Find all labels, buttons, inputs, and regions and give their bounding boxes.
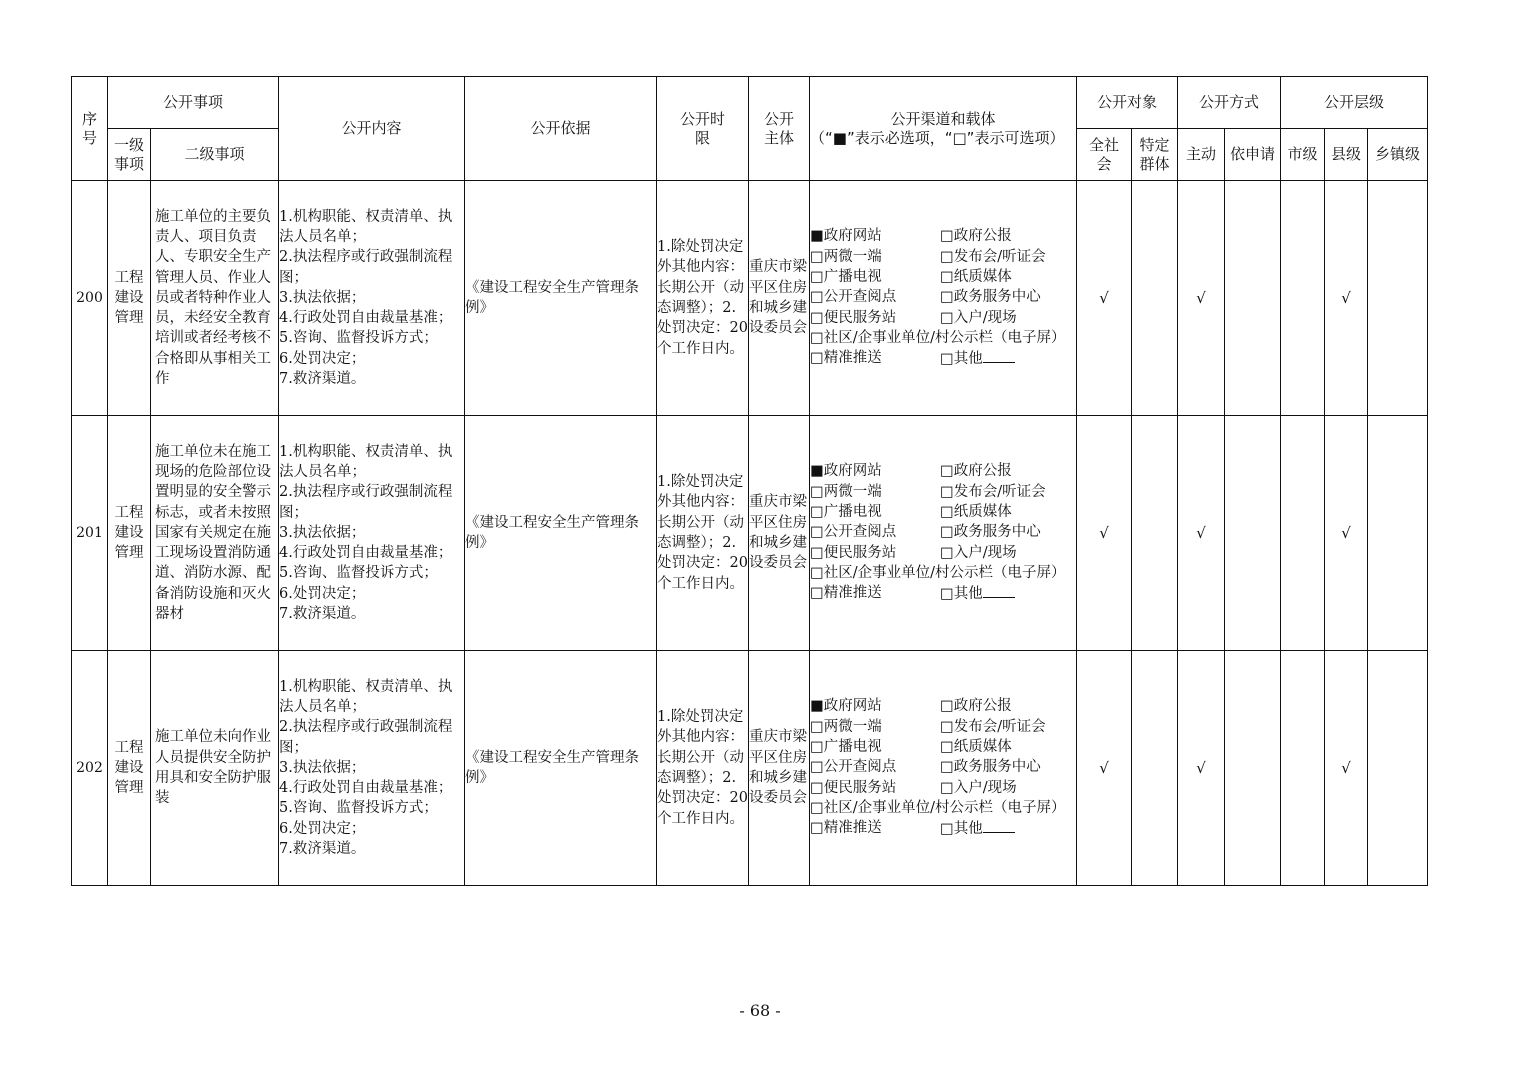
channel-option: □社区/企事业单位/村公示栏（电子屏） (810, 564, 1066, 581)
header-method-request: 依申请 (1225, 129, 1281, 181)
content-line: 7.救济渠道。 (279, 841, 366, 858)
row-level-city (1281, 181, 1325, 416)
channel-option: □社区/企事业单位/村公示栏（电子屏） (810, 329, 1066, 346)
channel-option: □广播电视 (810, 739, 882, 756)
channel-option: □广播电视 (810, 504, 882, 521)
content-line: 7.救济渠道。 (279, 371, 366, 388)
row-time-limit: 1.除处罚决定外其他内容：长期公开（动态调整）；2.处罚决定：20个工作日内。 (657, 181, 749, 416)
row-target-group (1132, 181, 1178, 416)
channel-option: □精准推送 (810, 350, 882, 367)
channel-other (940, 348, 1076, 369)
content-line: 4.行政处罚自由裁量基准； (279, 310, 453, 327)
row-level-county: √ (1325, 181, 1368, 416)
content-line: 1.机构职能、权责清单、执法人员名单； (279, 208, 453, 245)
row-level2: 施工单位未在施工现场的危险部位设置明显的安全警示标志，或者未按照国家有关规定在施工现场设置消防通道、消防水源、配备消防设施和灭火器材 (151, 416, 279, 651)
channel-option: □两微一端 (810, 483, 882, 500)
row-method-active: √ (1178, 416, 1225, 651)
channel-option: □公开查阅点 (810, 524, 897, 541)
row-channels (810, 416, 1077, 651)
row-method-request (1225, 181, 1281, 416)
row-level2: 施工单位的主要负责人、项目负责人、专职安全生产管理人员、作业人员或者特种作业人员，未经安全教育培训或者经考核不合格即从事相关工作 (151, 181, 279, 416)
row-level-town (1368, 181, 1428, 416)
content-line: 4.行政处罚自由裁量基准； (279, 780, 453, 797)
table-row (72, 651, 1428, 886)
header-channel-title: 公开渠道和载体 (890, 109, 996, 128)
row-level-county: √ (1325, 651, 1368, 886)
channel-option: □社区/企事业单位/村公示栏（电子屏） (810, 799, 1066, 816)
channel-option: □便民服务站 (810, 544, 897, 561)
row-method-request (1225, 651, 1281, 886)
row-content (279, 181, 465, 416)
content-line: 4.行政处罚自由裁量基准； (279, 545, 453, 562)
row-subject: 重庆市梁平区住房和城乡建设委员会 (749, 416, 810, 651)
channel-option: □政府公报 (940, 463, 1012, 480)
fill-blank (983, 348, 1015, 363)
channel-option: □其他 (940, 351, 983, 368)
row-seq: 200 (72, 181, 108, 416)
content-line: 6.处罚决定； (279, 820, 366, 837)
channel-option: □两微一端 (810, 248, 882, 265)
channel-option: □纸质媒体 (940, 739, 1012, 756)
row-channels (810, 651, 1077, 886)
row-method-active: √ (1178, 651, 1225, 886)
row-level-town (1368, 416, 1428, 651)
row-level-county: √ (1325, 416, 1368, 651)
content-line: 7.救济渠道。 (279, 606, 366, 623)
row-level2: 施工单位未向作业人员提供安全防护用具和安全防护服装 (151, 651, 279, 886)
channel-option: □发布会/听证会 (940, 483, 1046, 500)
channel-option: □其他 (940, 821, 983, 838)
fill-blank (983, 583, 1015, 598)
channel-option: □入户/现场 (940, 309, 1017, 326)
row-target-group (1132, 651, 1178, 886)
channel-option: ■政府网站 (810, 463, 882, 480)
content-line: 5.咨询、监督投诉方式； (279, 565, 438, 582)
channel-option: □入户/现场 (940, 544, 1017, 561)
content-line: 6.处罚决定； (279, 350, 366, 367)
channel-option: □便民服务站 (810, 309, 897, 326)
content-line: 5.咨询、监督投诉方式； (279, 800, 438, 817)
content-line: 6.处罚决定； (279, 585, 366, 602)
header-level-town: 乡镇级 (1368, 129, 1428, 181)
row-level-city (1281, 651, 1325, 886)
channel-other (940, 818, 1076, 839)
channel-option: □政务服务中心 (940, 524, 1041, 541)
header-channel (810, 77, 1077, 181)
channel-option: □便民服务站 (810, 779, 897, 796)
header-content: 公开内容 (279, 77, 465, 181)
channel-option: □政务服务中心 (940, 759, 1041, 776)
channel-option: □纸质媒体 (940, 504, 1012, 521)
channel-option: □政务服务中心 (940, 289, 1041, 306)
row-subject: 重庆市梁平区住房和城乡建设委员会 (749, 181, 810, 416)
row-content (279, 416, 465, 651)
header-method-active: 主动 (1178, 129, 1225, 181)
row-level1: 工程建设管理 (108, 416, 151, 651)
content-line: 1.机构职能、权责清单、执法人员名单； (279, 678, 453, 715)
channel-option: □政府公报 (940, 698, 1012, 715)
channel-option: □广播电视 (810, 269, 882, 286)
channel-option: □精准推送 (810, 585, 882, 602)
channel-option: □入户/现场 (940, 779, 1017, 796)
row-basis: 《建设工程安全生产管理条例》 (465, 416, 657, 651)
channel-option: □发布会/听证会 (940, 248, 1046, 265)
content-line: 2.执法程序或行政强制流程图； (279, 484, 453, 521)
content-line: 3.执法依据； (279, 289, 366, 306)
channel-option: □纸质媒体 (940, 269, 1012, 286)
header-seq: 序号 (72, 77, 108, 181)
header-target: 公开对象 (1077, 77, 1178, 129)
channel-option: ■政府网站 (810, 698, 882, 715)
channel-option: □政府公报 (940, 228, 1012, 245)
channel-option: □其他 (940, 586, 983, 603)
row-target-all: √ (1077, 416, 1132, 651)
channel-other (940, 583, 1076, 604)
content-line: 3.执法依据； (279, 759, 366, 776)
row-level-town (1368, 651, 1428, 886)
page-number: - 68 - (739, 1001, 781, 1020)
row-seq: 201 (72, 416, 108, 651)
content-line: 1.机构职能、权责清单、执法人员名单； (279, 443, 453, 480)
row-method-request (1225, 416, 1281, 651)
channel-option: □精准推送 (810, 820, 882, 837)
channel-option: □公开查阅点 (810, 289, 897, 306)
channel-option: □公开查阅点 (810, 759, 897, 776)
header-time-limit: 公开时限 (657, 77, 749, 181)
table-header (72, 77, 1428, 181)
table-row (72, 181, 1428, 416)
row-level1: 工程建设管理 (108, 651, 151, 886)
row-subject: 重庆市梁平区住房和城乡建设委员会 (749, 651, 810, 886)
header-subject: 公开主体 (749, 77, 810, 181)
content-line: 2.执法程序或行政强制流程图； (279, 719, 453, 756)
header-method: 公开方式 (1178, 77, 1281, 129)
row-level1: 工程建设管理 (108, 181, 151, 416)
table-row (72, 416, 1428, 651)
row-target-group (1132, 416, 1178, 651)
content-line: 2.执法程序或行政强制流程图； (279, 249, 453, 286)
header-level-city: 市级 (1281, 129, 1325, 181)
row-time-limit: 1.除处罚决定外其他内容：长期公开（动态调整）；2.处罚决定：20个工作日内。 (657, 416, 749, 651)
row-basis: 《建设工程安全生产管理条例》 (465, 651, 657, 886)
header-channel-note: （“■”表示必选项，“□”表示可选项） (810, 128, 1065, 147)
content-line: 5.咨询、监督投诉方式； (279, 330, 438, 347)
header-level2: 二级事项 (151, 129, 279, 181)
disclosure-table (71, 76, 1428, 886)
channel-option: □两微一端 (810, 718, 882, 735)
channel-option: ■政府网站 (810, 228, 882, 245)
header-target-all: 全社会 (1077, 129, 1132, 181)
fill-blank (983, 818, 1015, 833)
channel-option: □发布会/听证会 (940, 718, 1046, 735)
header-target-group: 特定群体 (1132, 129, 1178, 181)
row-target-all: √ (1077, 651, 1132, 886)
header-item: 公开事项 (108, 77, 279, 129)
row-level-city (1281, 416, 1325, 651)
header-level-county: 县级 (1325, 129, 1368, 181)
row-target-all: √ (1077, 181, 1132, 416)
row-seq: 202 (72, 651, 108, 886)
content-line: 3.执法依据； (279, 524, 366, 541)
row-method-active: √ (1178, 181, 1225, 416)
header-level: 公开层级 (1281, 77, 1428, 129)
row-basis: 《建设工程安全生产管理条例》 (465, 181, 657, 416)
row-time-limit: 1.除处罚决定外其他内容：长期公开（动态调整）；2.处罚决定：20个工作日内。 (657, 651, 749, 886)
header-basis: 公开依据 (465, 77, 657, 181)
header-level1: 一级事项 (108, 129, 151, 181)
row-content (279, 651, 465, 886)
row-channels (810, 181, 1077, 416)
